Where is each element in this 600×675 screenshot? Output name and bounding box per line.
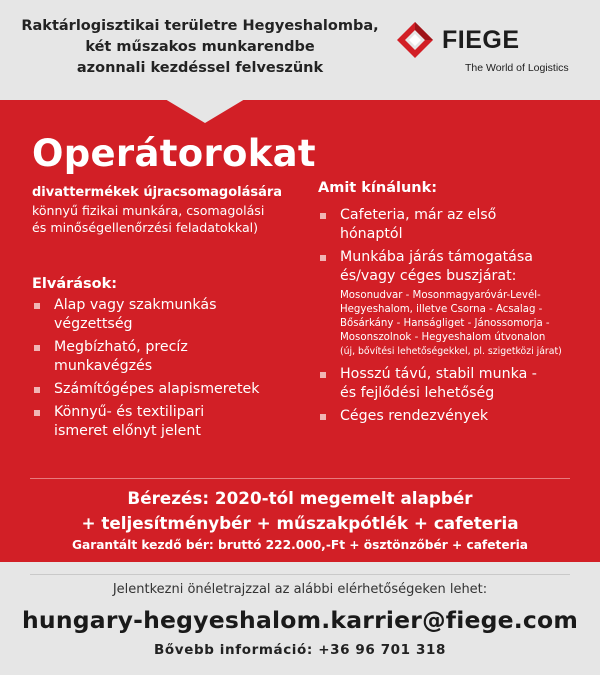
phone-number[interactable]: +36 96 701 318: [312, 642, 446, 658]
route-line: Mosonszolnok - Hegyeshalom útvonalon: [340, 332, 546, 343]
header-notch: [0, 99, 600, 129]
apply-text: Jelentkezni önéletrajzzal az alábbi elérhetőségeken lehet:: [112, 582, 488, 597]
list-item-line: Megbízható, precíz: [54, 339, 188, 355]
offers-list: [318, 206, 588, 430]
list-item-line: ismeret előnyt jelent: [54, 423, 201, 439]
list-item-line: Alap vagy szakmunkás: [54, 297, 217, 313]
list-item-line: Céges rendezvények: [340, 408, 489, 424]
header: [0, 0, 600, 100]
list-item-line: Könnyű- és textilipari: [54, 404, 205, 420]
bullet-square-icon: [320, 255, 326, 261]
bullet-square-icon: [320, 414, 326, 420]
list-item: [318, 365, 588, 403]
list-item-line: Cafeteria, már az első: [340, 207, 497, 223]
contact-email-link[interactable]: hungary-hegyeshalom.karrier@fiege.com: [21, 606, 579, 634]
subtitle-line: könnyű fizikai munkára, csomagolási: [32, 203, 265, 218]
contact-phone: [0, 642, 600, 658]
list-item: [318, 407, 588, 426]
subtitle-line: és minőségellenőrzési feladatokkal): [32, 220, 259, 235]
subtitle-bold: divattermékek újracsomagolására: [32, 185, 283, 200]
headline-line: azonnali kezdéssel felveszünk: [76, 60, 324, 76]
bullet-square-icon: [34, 387, 40, 393]
list-item-line: munkavégzés: [54, 358, 153, 374]
phone-label: Bővebb információ:: [154, 642, 313, 658]
headline-line: két műszakos munkarendbe: [85, 39, 315, 55]
list-item: [318, 206, 588, 244]
logo-tagline: The World of Logistics: [465, 62, 569, 74]
list-item-line: Munkába járás támogatása: [340, 249, 533, 265]
list-item-line: Hosszú távú, stabil munka -: [340, 366, 537, 382]
bus-route: [340, 289, 600, 359]
bullet-square-icon: [320, 372, 326, 378]
offers-title: Amit kínálunk:: [318, 180, 438, 196]
divider: [30, 478, 570, 479]
list-item-line: és fejlődési lehetőség: [340, 385, 495, 401]
bullet-square-icon: [34, 345, 40, 351]
route-line: Mosonudvar - Mosonmagyaróvár-Levél-: [340, 290, 541, 301]
bullet-square-icon: [34, 303, 40, 309]
bullet-square-icon: [320, 213, 326, 219]
salary-line-3: Garantált kezdő bér: bruttó 222.000,-Ft + ösztönzőbér + cafeteria: [71, 538, 529, 552]
list-item-line: hónaptól: [340, 226, 403, 242]
footer: [0, 562, 600, 675]
page-title: Operátorokat: [32, 132, 316, 175]
bullet-square-icon: [34, 410, 40, 416]
salary-line-2: + teljesítménybér + műszakpótlék + cafeteria: [81, 513, 519, 533]
list-item: [318, 248, 588, 286]
subtitle-text: [32, 202, 322, 236]
route-line: Hegyeshalom, illetve Csorna - Acsalag -: [340, 304, 543, 315]
requirements-title: Elvárások:: [32, 276, 118, 292]
divider: [30, 574, 570, 575]
route-line: Bősárkány - Hanságliget - Jánossomorja -: [340, 318, 550, 329]
main-panel: [0, 100, 600, 562]
list-item-line: Számítógépes alapismeretek: [54, 381, 260, 397]
list-item: [32, 403, 312, 441]
list-item: [32, 296, 312, 334]
headline-line: Raktárlogisztikai területre Hegyeshalomba,: [21, 18, 379, 34]
fiege-logo-icon: [395, 20, 435, 60]
fiege-logo: [395, 20, 575, 75]
headline: [10, 16, 390, 79]
list-item: [32, 380, 312, 399]
route-line: (új, bővítési lehetőségekkel, pl. szigetközi járat): [340, 346, 562, 357]
requirements-list: [32, 296, 312, 445]
list-item: [32, 338, 312, 376]
list-item-line: és/vagy céges buszjárat:: [340, 268, 517, 284]
list-item-line: végzettség: [54, 316, 133, 332]
salary-line-1: Bérezés: 2020-tól megemelt alapbér: [127, 488, 473, 508]
logo-name: FIEGE: [442, 26, 520, 54]
